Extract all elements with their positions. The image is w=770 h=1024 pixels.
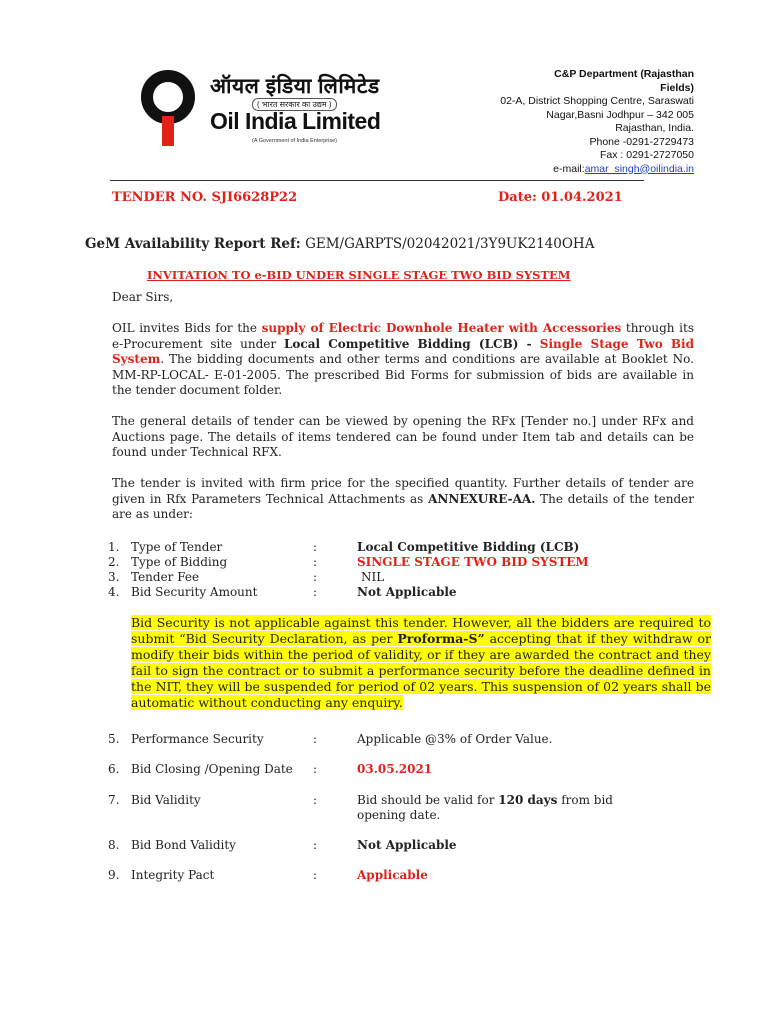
item-9-value: Applicable bbox=[357, 868, 428, 882]
item-2-colon: : bbox=[313, 555, 318, 569]
item-6-colon: : bbox=[313, 762, 318, 776]
item-4-num: 4. bbox=[108, 585, 120, 599]
item-7-text: Bid should be valid for bbox=[357, 793, 499, 807]
p3-annexure: ANNEXURE-AA. bbox=[428, 491, 536, 506]
item-4-label: Bid Security Amount bbox=[131, 585, 258, 599]
department-title-line1: C&P Department (Rajasthan bbox=[554, 68, 694, 80]
phone-number: Phone -0291-2729473 bbox=[589, 135, 694, 148]
item-7-days: 120 days bbox=[498, 793, 558, 807]
item-2-label: Type of Bidding bbox=[131, 555, 228, 569]
item-5-label: Performance Security bbox=[131, 732, 264, 746]
note-text-2: accepting that if they withdraw or modify their bids within the period of validity, or if they are awarded the contract and they fail to sign the contract or to submit a performance security before the deadline defined in the NIT, they will be suspended for period of 02 years. This suspension of 02 years shall be automatic without conducting any enquiry. bbox=[131, 631, 712, 710]
item-3-label: Tender Fee bbox=[131, 570, 200, 584]
item-7-text-2: from bid bbox=[557, 793, 613, 807]
bid-security-note bbox=[131, 615, 711, 711]
header-divider bbox=[110, 180, 644, 181]
p3-text-2: The details of the tender are as under: bbox=[112, 491, 694, 521]
address-line1: 02-A, District Shopping Centre, Saraswati bbox=[500, 95, 694, 107]
item-5-num: 5. bbox=[108, 732, 120, 746]
logo-hindi-subtitle: ( भारत सरकार का उद्यम ) bbox=[252, 98, 337, 111]
logo-hindi-name: ऑयल इंडिया लिमिटेड bbox=[210, 75, 380, 98]
gem-ref-value: GEM/GARPTS/02042021/3Y9UK2140OHA bbox=[305, 236, 595, 252]
item-6-value: 03.05.2021 bbox=[357, 762, 433, 776]
greeting: Dear Sirs, bbox=[112, 290, 174, 304]
p1-lcb: Local Competitive Bidding (LCB) - bbox=[283, 336, 540, 351]
item-2-value: SINGLE STAGE TWO BID SYSTEM bbox=[357, 555, 589, 569]
item-6-label: Bid Closing /Opening Date bbox=[131, 762, 293, 776]
item-3-value: NIL bbox=[361, 570, 385, 584]
tender-details-paragraph bbox=[112, 476, 694, 523]
department-title-line2: Fields) bbox=[660, 81, 694, 94]
invitation-title: INVITATION TO e-BID UNDER SINGLE STAGE TWO BID SYSTEM bbox=[147, 268, 571, 282]
item-3-colon: : bbox=[313, 570, 318, 584]
item-8-label: Bid Bond Validity bbox=[131, 838, 236, 852]
item-8-num: 8. bbox=[108, 838, 120, 852]
item-3-num: 3. bbox=[108, 570, 120, 584]
p1-text-2: through its e-Procurement site under bbox=[112, 321, 694, 351]
address-line3: Rajasthan, India. bbox=[615, 122, 694, 134]
item-7-value bbox=[357, 793, 613, 808]
item-9-label: Integrity Pact bbox=[131, 868, 215, 882]
email-label: e-mail: bbox=[553, 162, 585, 175]
item-2-num: 2. bbox=[108, 555, 120, 569]
general-details-paragraph: The general details of tender can be viewed by opening the RFx [Tender no.] under RFx and Auctions page. The details of items tendered can be found under Item tab and details can be found under Technical RFX. bbox=[112, 414, 694, 459]
item-1-num: 1. bbox=[108, 540, 120, 554]
fax-number: Fax : 0291-2727050 bbox=[600, 149, 694, 161]
item-7-label: Bid Validity bbox=[131, 793, 201, 807]
item-1-value: Local Competitive Bidding (LCB) bbox=[357, 540, 580, 554]
tender-number: TENDER NO. SJI6628P22 bbox=[112, 190, 298, 205]
item-1-colon: : bbox=[313, 540, 318, 554]
item-7-num: 7. bbox=[108, 793, 120, 807]
oil-india-logo-icon bbox=[138, 70, 198, 150]
item-6-num: 6. bbox=[108, 762, 120, 776]
p1-text-3: . The bidding documents and other terms and conditions are available at Booklet No. MM-RP-LOCAL- E-01-2005. The prescribed Bid Forms for submission of bids are available in the tender document folder. bbox=[112, 352, 694, 397]
p1-item-name: supply of Electric Downhole Heater with Accessories bbox=[261, 321, 622, 335]
email-line bbox=[434, 163, 694, 177]
item-4-colon: : bbox=[313, 585, 318, 599]
item-5-value: Applicable @3% of Order Value. bbox=[357, 732, 553, 746]
p1-text: OIL invites Bids for the bbox=[112, 321, 262, 335]
item-8-colon: : bbox=[313, 838, 318, 852]
note-text: Bid Security is not applicable against this tender. However, all the bidders are required to submit “Bid Security Declaration, as per bbox=[131, 615, 711, 646]
item-9-num: 9. bbox=[108, 868, 120, 882]
item-8-value: Not Applicable bbox=[357, 838, 457, 852]
intro-paragraph bbox=[112, 321, 694, 399]
item-5-colon: : bbox=[313, 732, 318, 746]
item-9-colon: : bbox=[313, 868, 318, 882]
item-1-label: Type of Tender bbox=[131, 540, 223, 554]
address-line2: Nagar,Basni Jodhpur – 342 005 bbox=[546, 108, 694, 121]
p3-text: The tender is invited with firm price for the specified quantity. Further details of tender are given in Rfx Parameters Technical Attachments as bbox=[112, 476, 694, 506]
department-address-block bbox=[434, 68, 694, 176]
logo-english-name: Oil India Limited bbox=[210, 108, 381, 134]
note-proforma: Proforma-S” bbox=[397, 631, 485, 646]
item-7-value-line2: opening date. bbox=[357, 808, 441, 822]
item-7-colon: : bbox=[313, 793, 318, 807]
gem-ref-label: GeM Availability Report Ref: bbox=[85, 236, 301, 252]
email-link[interactable]: amar_singh@oilindia.in bbox=[584, 162, 694, 175]
item-4-value: Not Applicable bbox=[357, 585, 457, 599]
p1-bid-system: Single Stage Two Bid System bbox=[112, 336, 694, 366]
gem-report-ref bbox=[85, 236, 594, 252]
logo-govt-note: (A Government of India Enterprise) bbox=[252, 138, 337, 144]
tender-date: Date: 01.04.2021 bbox=[498, 190, 623, 205]
